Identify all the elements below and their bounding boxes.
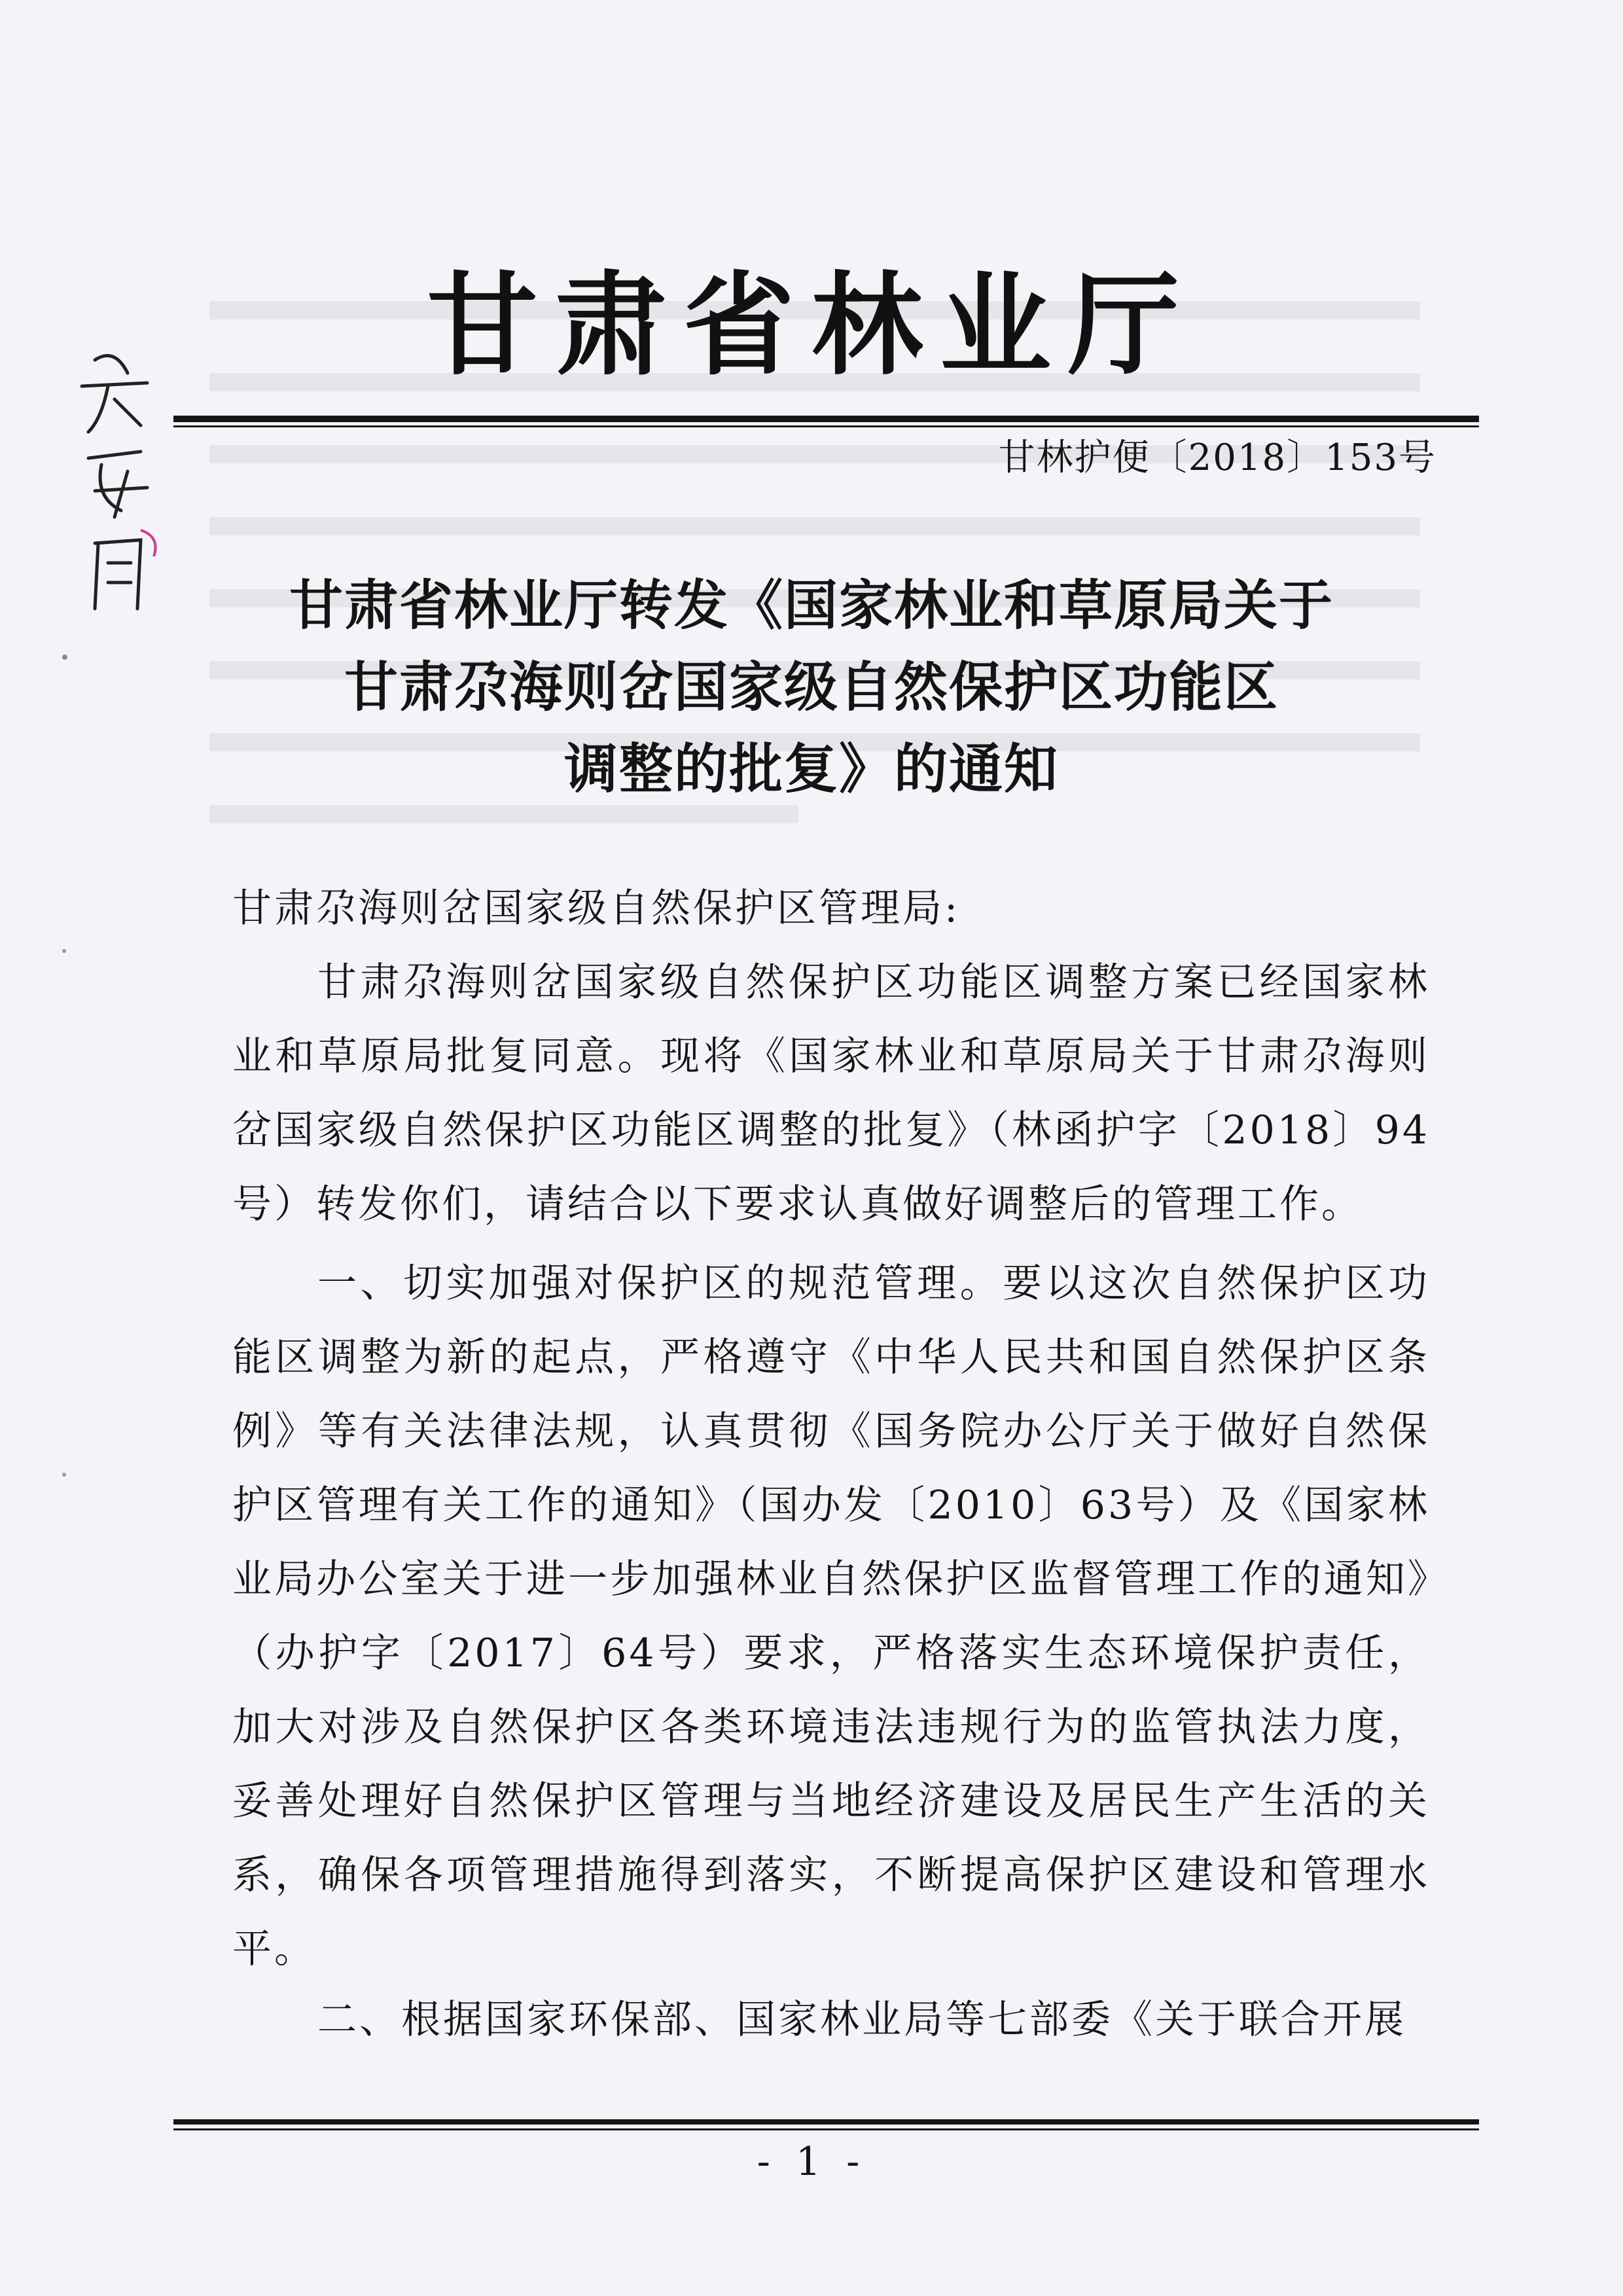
notice-title-line-2: 甘肃尕海则岔国家级自然保护区功能区 — [344, 656, 1279, 719]
notice-title-line-3: 调整的批复》的通知 — [563, 738, 1059, 800]
header-rule-thin — [173, 425, 1479, 427]
org-header-title: 甘肃省林业厅 — [426, 261, 1196, 391]
body-paragraph-2: 一、切实加强对保护区的规范管理。要以这次自然保护区功能区调整为新的起点，严格遵守《中华人民共和国自然保护区条例》等有关法律法规，认真贯彻《国务院办公厅关于做好自然保护区管理有关工作的通知》（国办发〔2010〕63号）及《国家林业局办公室关于进一步加强林业自然保护区监督管理工作的通知》（办护字〔2017〕64号）要求，严格落实生态环境保护责任，加大对涉及自然保护区各类环境违法违规行为的监管执法力度，妥善处理好自然保护区管理与当地经济建设及居民生产生活的关系，确保各项管理措施得到落实，不断提高保护区建设和管理水平。 — [232, 1261, 1430, 1972]
body-paragraph-3: 二、根据国家环保部、国家林业局等七部委《关于联合开展 — [317, 1997, 1406, 2043]
addressee: 甘肃尕海则岔国家级自然保护区管理局: — [232, 886, 961, 931]
footer-rule-thin — [173, 2128, 1479, 2130]
document-number: 甘林护便〔2018〕153号 — [998, 437, 1436, 479]
page-number: - 1 - — [757, 2139, 866, 2185]
body-paragraph-1: 甘肃尕海则岔国家级自然保护区功能区调整方案已经国家林业和草原局批复同意。现将《国家林业和草原局关于甘肃尕海则岔国家级自然保护区功能区调整的批复》（林函护字〔2018〕94号）转发你们，请结合以下要求认真做好调整后的管理工作。 — [232, 960, 1430, 1227]
header-rule — [173, 416, 1479, 422]
footer-rule — [173, 2119, 1479, 2125]
scan-marks — [62, 655, 75, 1702]
notice-title-line-1: 甘肃省林业厅转发《国家林业和草原局关于 — [289, 574, 1334, 637]
